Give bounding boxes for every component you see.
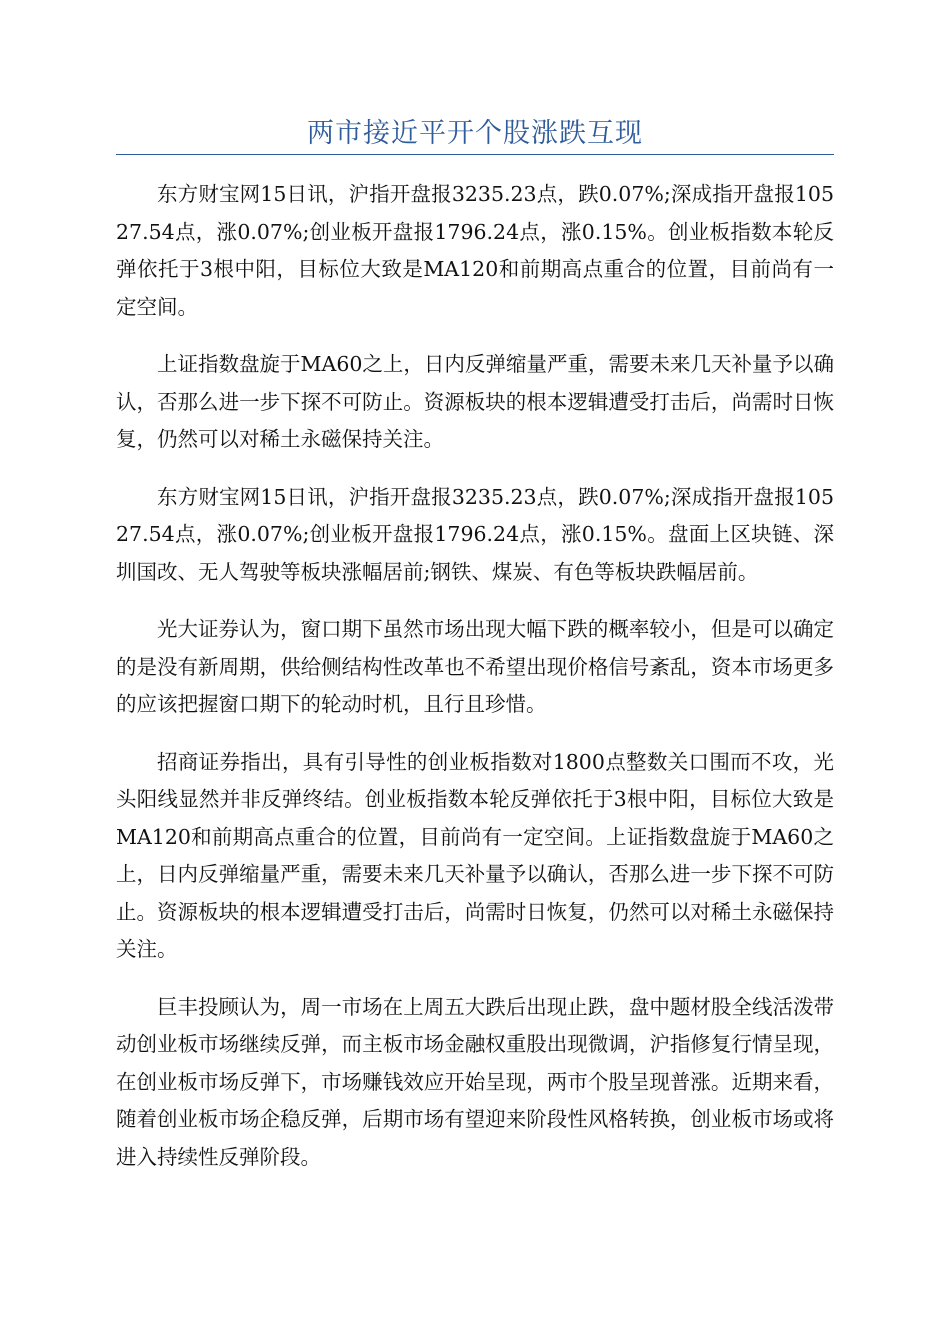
paragraph-5: 招商证券指出，具有引导性的创业板指数对1800点整数关口围而不攻，光头阳线显然并非反弹终结。创业板指数本轮反弹依托于3根中阳，目标位大致是MA120和前期高点重合的位置，目前尚有一定空间。上证指数盘旋于MA60之上，日内反弹缩量严重，需要未来几天补量予以确认，否那么进一步下探不可防止。资源板块的根本逻辑遭受打击后，尚需时日恢复，仍然可以对稀土永磁保持关注。 <box>116 749 834 961</box>
article-body <box>116 176 834 1196</box>
paragraph-1: 东方财宝网15日讯，沪指开盘报3235.23点，跌0.07%;深成指开盘报10527.54点，涨0.07%;创业板开盘报1796.24点，涨0.15%。创业板指数本轮反弹依托于3根中阳，目标位大致是MA120和前期高点重合的位置，目前尚有一定空间。 <box>116 182 834 319</box>
paragraph-4: 光大证券认为，窗口期下虽然市场出现大幅下跌的概率较小，但是可以确定的是没有新周期，供给侧结构性改革也不希望出现价格信号紊乱，资本市场更多的应该把握窗口期下的轮动时机，且行且珍惜。 <box>116 617 834 716</box>
paragraph-3: 东方财宝网15日讯，沪指开盘报3235.23点，跌0.07%;深成指开盘报10527.54点，涨0.07%;创业板开盘报1796.24点，涨0.15%。盘面上区块链、深圳国改、无人驾驶等板块涨幅居前;钢铁、煤炭、有色等板块跌幅居前。 <box>116 484 834 584</box>
page-title: 两市接近平开个股涨跌互现 <box>307 118 643 149</box>
title-underline <box>116 154 834 155</box>
paragraph-6: 巨丰投顾认为，周一市场在上周五大跌后出现止跌，盘中题材股全线活泼带动创业板市场继续反弹，而主板市场金融权重股出现微调，沪指修复行情呈现，在创业板市场反弹下，市场赚钱效应开始呈现，两市个股呈现普涨。近期来看，随着创业板市场企稳反弹，后期市场有望迎来阶段性风格转换，创业板市场或将进入持续性反弹阶段。 <box>116 994 834 1169</box>
paragraph-2: 上证指数盘旋于MA60之上，日内反弹缩量严重，需要未来几天补量予以确认，否那么进一步下探不可防止。资源板块的根本逻辑遭受打击后，尚需时日恢复，仍然可以对稀土永磁保持关注。 <box>116 352 834 451</box>
